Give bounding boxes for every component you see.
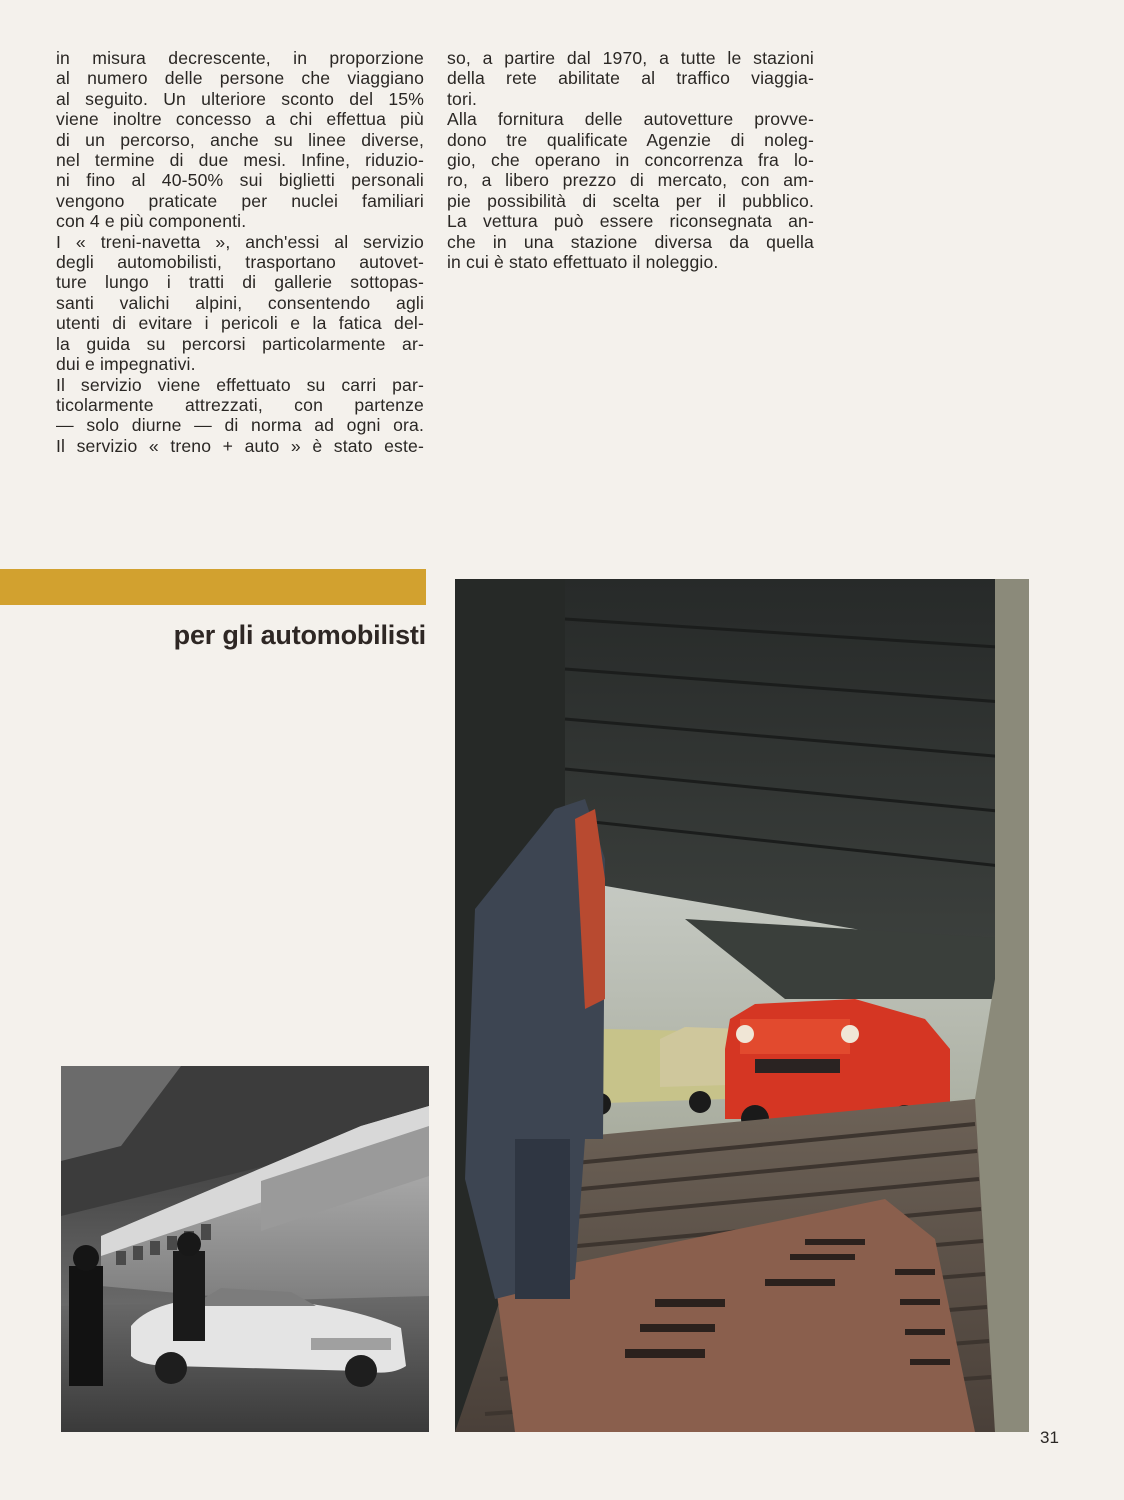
text-line: La vettura può essere riconsegnata an- [447,211,814,232]
text-line: la guida su percorsi particolarmente ar- [56,333,424,354]
text-line: viene inoltre concesso a chi effettua più [56,109,424,130]
text-line: pie possibilità di scelta per il pubblico. [447,190,814,211]
text-line: al seguito. Un ulteriore sconto del 15% [56,88,424,109]
page-number: 31 [1040,1428,1059,1447]
text-line: utenti di evitare i pericoli e la fatica del- [56,313,424,334]
body-text-left-column [56,48,424,456]
text-line: ticolarmente attrezzati, con partenze [56,394,424,415]
station-car-photo [61,1066,429,1432]
text-line: dono tre qualificate Agenzie di noleg- [447,129,814,150]
text-line: nel termine di due mesi. Infine, riduzio- [56,150,424,171]
section-accent-bar [0,569,426,605]
text-line: ni fino al 40-50% sui biglietti personali [56,170,424,191]
text-line: I « treni-navetta », anch'essi al servizio [56,231,424,252]
text-line: Il servizio « treno + auto » è stato este- [56,435,424,456]
text-line: al numero delle persone che viaggiano [56,68,424,89]
text-line: con 4 e più componenti. [56,211,247,232]
text-line: — solo diurne — di norma ad ogni ora. [56,415,424,436]
section-title: per gli automobilisti [173,620,426,650]
text-line: dui e impegnativi. [56,354,196,375]
text-line: che in una stazione diversa da quella [447,231,814,252]
text-line: Alla fornitura delle autovetture provve- [447,109,814,130]
text-line: di un percorso, anche su linee diverse, [56,129,424,150]
text-line: tori. [447,88,478,109]
text-line: in misura decrescente, in proporzione [56,48,424,68]
text-line: ro, a libero prezzo di mercato, con am- [447,170,814,191]
text-line: degli automobilisti, trasportano autovet- [56,252,424,273]
text-line: Il servizio viene effettuato su carri par- [56,374,424,395]
text-line: santi valichi alpini, consentendo agli [56,292,424,313]
text-line: vengono praticate per nuclei familiari [56,190,424,211]
text-line: so, a partire dal 1970, a tutte le stazioni [447,48,814,68]
text-line: in cui è stato effettuato il noleggio. [447,252,719,273]
text-line: della rete abilitate al traffico viaggia- [447,68,814,89]
text-line: ture lungo i tratti di gallerie sottopas- [56,272,424,293]
body-text-right-column [447,48,814,272]
car-transport-wagon-photo [455,579,1029,1432]
text-line: gio, che operano in concorrenza fra lo- [447,150,814,171]
